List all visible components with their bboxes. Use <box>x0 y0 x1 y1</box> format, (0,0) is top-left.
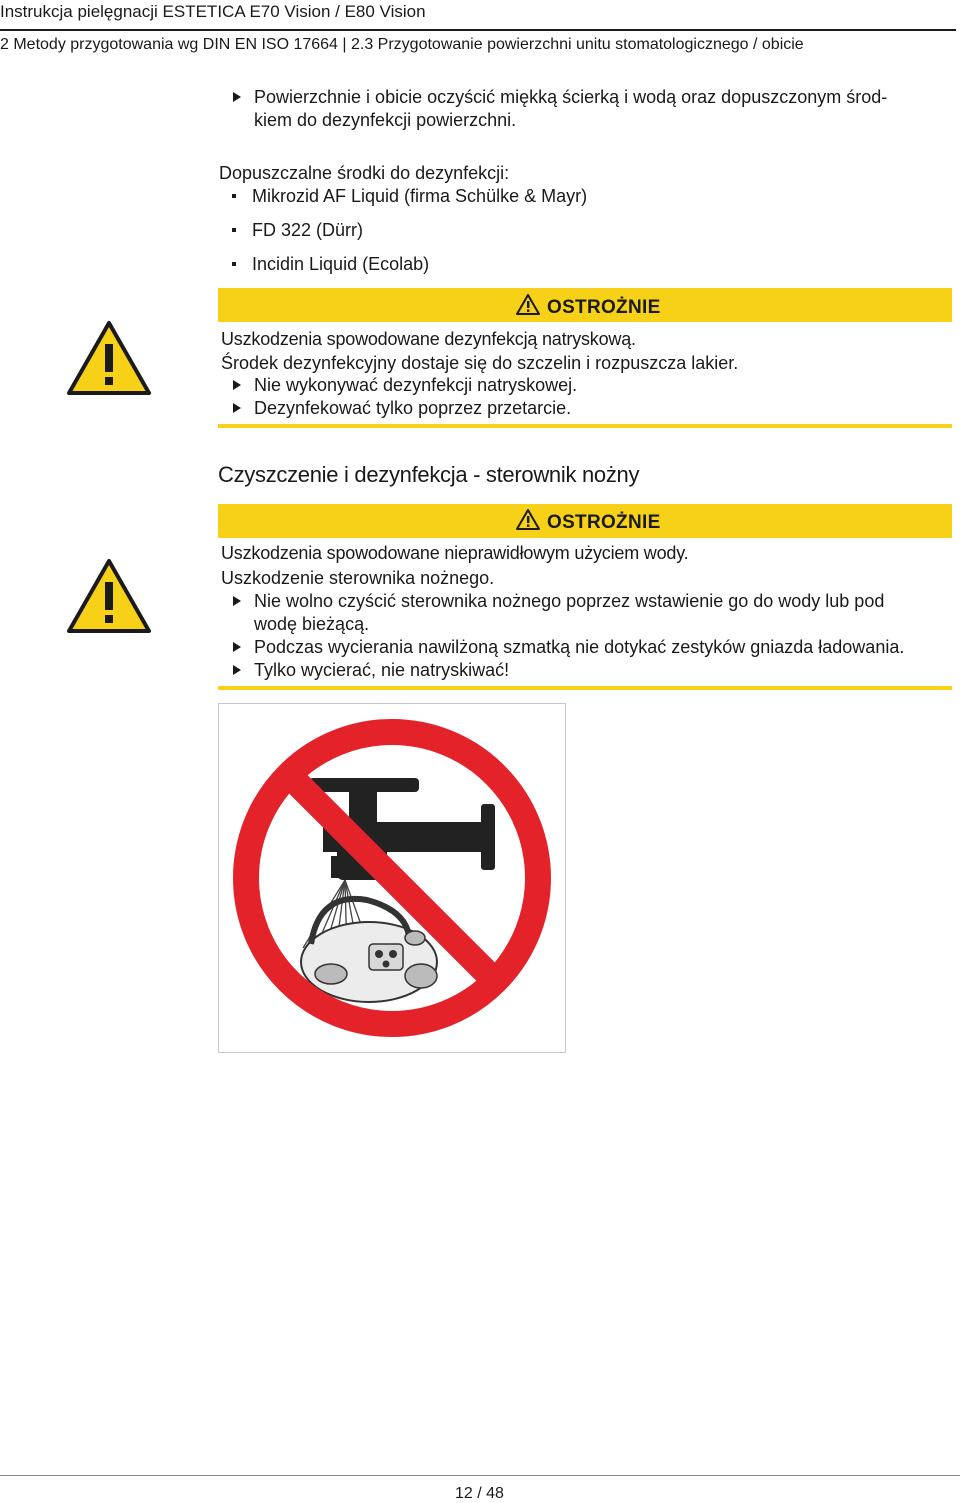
warning-small-icon <box>515 508 541 531</box>
caution-title: Uszkodzenia spowodowane dezynfekcją natryskową. <box>221 329 636 349</box>
action-bullet-icon <box>233 403 241 413</box>
footer-divider <box>0 1475 960 1476</box>
header-divider <box>0 29 956 31</box>
caution-action: Podczas wycierania nawilżoną szmatką nie dotykać zestyków gniazda ładowania. <box>254 637 905 657</box>
action-bullet-icon <box>233 665 241 675</box>
intro-line-2: kiem do dezynfekcji powierzchni. <box>254 110 517 130</box>
list-bullet-icon <box>232 262 236 266</box>
caution-action-continued: wodę bieżącą. <box>254 614 370 634</box>
caution-description: Środek dezynfekcyjny dostaje się do szczelin i rozpuszcza lakier. <box>221 353 739 373</box>
caution-end-rule <box>218 686 952 690</box>
warning-triangle-icon <box>66 558 152 634</box>
document-title: Instrukcja pielęgnacji ESTETICA E70 Vision / E80 Vision <box>0 2 426 21</box>
list-item: FD 322 (Dürr) <box>252 220 364 240</box>
list-item: Mikrozid AF Liquid (firma Schülke & Mayr) <box>252 186 588 206</box>
action-bullet-icon <box>233 596 241 606</box>
caution-action: Tylko wycierać, nie natryskiwać! <box>254 660 510 680</box>
warning-small-icon <box>515 293 541 316</box>
caution-action: Nie wykonywać dezynfekcji natryskowej. <box>254 375 578 395</box>
intro-line-1: Powierzchnie i obicie oczyścić miękką ścierką i wodą oraz dopuszczonym środ- <box>254 87 888 107</box>
page-number: 12 / 48 <box>455 1485 504 1502</box>
section-heading: Czyszczenie i dezynfekcja - sterownik nożny <box>218 462 640 487</box>
disinfectants-heading: Dopuszczalne środki do dezynfekcji: <box>219 163 510 183</box>
action-bullet-icon <box>233 642 241 652</box>
warning-triangle-icon <box>66 320 152 396</box>
caution-title: Uszkodzenia spowodowane nieprawidłowym użyciem wody. <box>221 543 689 563</box>
caution-action: Nie wolno czyścić sterownika nożnego poprzez wstawienie go do wody lub pod <box>254 591 885 611</box>
action-bullet-icon <box>233 92 241 102</box>
caution-action: Dezynfekować tylko poprzez przetarcie. <box>254 398 572 418</box>
breadcrumb: 2 Metody przygotowania wg DIN EN ISO 17664 | 2.3 Przygotowanie powierzchni unitu stomatologicznego / obicie <box>0 36 804 53</box>
list-bullet-icon <box>232 228 236 232</box>
action-bullet-icon <box>233 380 241 390</box>
list-bullet-icon <box>232 194 236 198</box>
caution-label: OSTROŻNIE <box>547 297 661 318</box>
prohibition-sign-icon <box>219 704 565 1052</box>
caution-description: Uszkodzenie sterownika nożnego. <box>221 568 495 588</box>
caution-end-rule <box>218 424 952 428</box>
list-item: Incidin Liquid (Ecolab) <box>252 254 430 274</box>
caution-label: OSTROŻNIE <box>547 512 661 533</box>
prohibition-figure <box>218 703 566 1053</box>
